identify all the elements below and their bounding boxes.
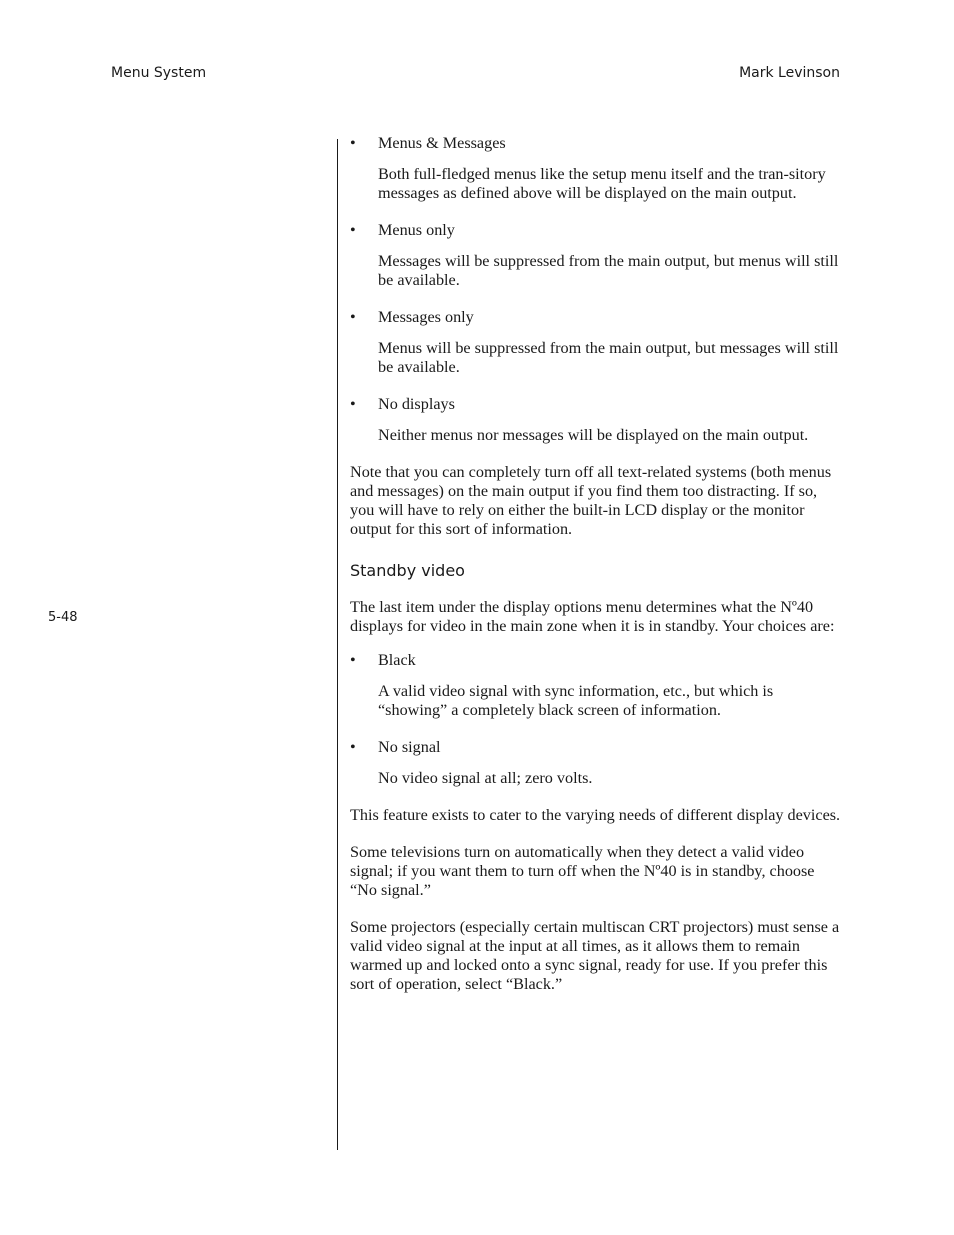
bullet-label: Menus only	[378, 221, 455, 239]
bullet-item	[350, 308, 842, 377]
bullet-description: A valid video signal with sync information, etc., but which is “showing” a completely black screen of information.	[378, 682, 774, 719]
bullet-item	[350, 738, 842, 788]
bullet-label: Black	[378, 651, 416, 669]
main-content	[350, 134, 842, 994]
bullet-description: Neither menus nor messages will be displayed on the main output.	[378, 426, 809, 444]
section-heading: Standby video	[350, 561, 465, 580]
running-header-brand: Mark Levinson	[739, 65, 840, 81]
bullet-description: Both full-fledged menus like the setup menu itself and the tran-sitory messages as defined above will be displayed on the main output.	[378, 165, 826, 202]
intro-paragraph: The last item under the display options menu determines what the Nº40 displays for video in the main zone when it is in standby. Your choices are:	[350, 598, 835, 635]
bullet-marker: •	[350, 308, 356, 326]
bullet-item	[350, 221, 842, 290]
bullet-description: Menus will be suppressed from the main output, but messages will still be available.	[378, 339, 839, 376]
bullet-description: Messages will be suppressed from the main output, but menus will still be available.	[378, 252, 839, 289]
body-paragraph: Some televisions turn on automatically when they detect a valid video signal; if you want them to turn off when the Nº40 is in standby, choose “No signal.”	[350, 843, 815, 899]
bullet-description: No video signal at all; zero volts.	[378, 769, 593, 787]
bullet-marker: •	[350, 395, 356, 413]
bullet-item	[350, 134, 842, 203]
bullet-item	[350, 651, 842, 720]
page-number: 5-48	[48, 610, 78, 625]
bullet-label: No signal	[378, 738, 441, 756]
bullet-label: Messages only	[378, 308, 474, 326]
note-paragraph: Note that you can completely turn off all text-related systems (both menus and messages) on the main output if you find them too distracting. If so, you will have to rely on either the built-in LCD display or the monitor output for this sort of information.	[350, 463, 832, 538]
bullet-label: No displays	[378, 395, 455, 413]
bullet-marker: •	[350, 134, 356, 152]
body-paragraph: Some projectors (especially certain multiscan CRT projectors) must sense a valid video signal at the input at all times, as it allows them to remain warmed up and locked onto a sync signal, ready for use. If you prefer this sort of operation, select “Black.”	[350, 918, 840, 993]
bullet-label: Menus & Messages	[378, 134, 506, 152]
body-paragraph: This feature exists to cater to the varying needs of different display devices.	[350, 806, 841, 824]
vertical-rule	[337, 139, 338, 1150]
bullet-marker: •	[350, 738, 356, 756]
bullet-marker: •	[350, 651, 356, 669]
bullet-item	[350, 395, 842, 445]
running-header-section: Menu System	[111, 65, 207, 81]
bullet-marker: •	[350, 221, 356, 239]
